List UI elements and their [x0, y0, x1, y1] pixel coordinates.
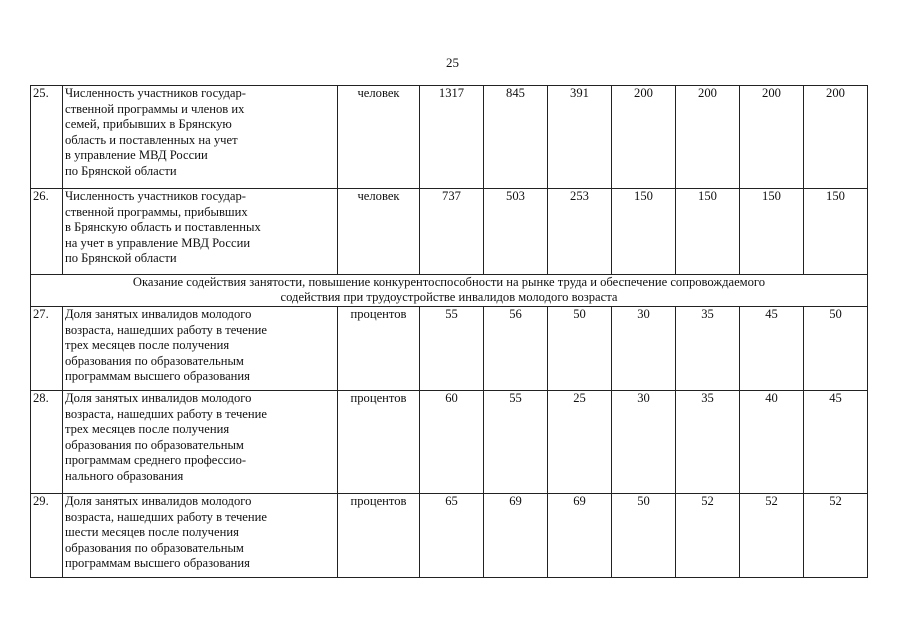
- indicator-name-line: в управление МВД России: [65, 148, 208, 162]
- value-cell: 25: [548, 391, 612, 494]
- section-title-line: Оказание содействия занятости, повышение конкурентоспособности на рынке труда и обеспечение сопровождаемого: [132, 275, 766, 289]
- value-cell: 52: [740, 494, 804, 578]
- table-body: [31, 86, 868, 578]
- indicator-name-line: по Брянской области: [65, 163, 177, 178]
- indicator-name: [63, 494, 338, 578]
- section-title-line: содействия при трудоустройстве инвалидов молодого возраста: [280, 290, 618, 304]
- value-cell: 150: [612, 189, 676, 275]
- row-number: 28.: [31, 391, 63, 494]
- page-number: 25: [446, 55, 459, 70]
- value-cell: 200: [804, 86, 868, 189]
- value-cell: 35: [676, 307, 740, 391]
- indicator-name-line: в Брянскую область и поставленных: [65, 220, 261, 234]
- value-cell: 55: [484, 391, 548, 494]
- indicator-name-line: трех месяцев после получения: [65, 422, 230, 436]
- row-number: 29.: [31, 494, 63, 578]
- indicator-name-line: область и поставленных на учет: [65, 132, 238, 147]
- row-number: 27.: [31, 307, 63, 391]
- indicator-name-line: образования по образовательным: [65, 540, 244, 555]
- row-number: 25.: [31, 86, 63, 189]
- value-cell: 52: [676, 494, 740, 578]
- indicator-name: [63, 307, 338, 391]
- value-cell: 69: [484, 494, 548, 578]
- value-cell: 200: [676, 86, 740, 189]
- indicator-name-line: образования по образовательным: [65, 437, 244, 452]
- value-cell: 40: [740, 391, 804, 494]
- value-cell: 1317: [420, 86, 484, 189]
- value-cell: 150: [804, 189, 868, 275]
- indicator-name-line: Численность участников государ-: [65, 86, 247, 100]
- indicator-name-line: Доля занятых инвалидов молодого: [65, 391, 252, 405]
- indicator-name-line: на учет в управление МВД России: [65, 235, 251, 250]
- indicator-name-line: программам среднего профессио-: [65, 453, 247, 467]
- row-number: 26.: [31, 189, 63, 275]
- section-header-row: [31, 275, 868, 307]
- indicator-name: [63, 189, 338, 275]
- unit-of-measure: процентов: [338, 391, 420, 494]
- value-cell: 391: [548, 86, 612, 189]
- value-cell: 45: [804, 391, 868, 494]
- value-cell: 69: [548, 494, 612, 578]
- indicator-name-line: трех месяцев после получения: [65, 338, 230, 352]
- section-title: [31, 275, 868, 307]
- indicator-name-line: Численность участников государ-: [65, 189, 247, 203]
- value-cell: 845: [484, 86, 548, 189]
- unit-of-measure: человек: [338, 189, 420, 275]
- indicator-name-line: шести месяцев после получения: [65, 525, 239, 539]
- indicator-name-line: Доля занятых инвалидов молодого: [65, 307, 252, 321]
- value-cell: 50: [548, 307, 612, 391]
- indicator-name-line: возраста, нашедших работу в течение: [65, 509, 267, 524]
- value-cell: 253: [548, 189, 612, 275]
- unit-of-measure: процентов: [338, 494, 420, 578]
- value-cell: 60: [420, 391, 484, 494]
- indicators-table: [30, 85, 868, 578]
- indicator-name-line: ственной программы и членов их: [65, 101, 245, 116]
- indicator-name-line: образования по образовательным: [65, 353, 244, 368]
- indicator-name-line: возраста, нашедших работу в течение: [65, 406, 267, 421]
- value-cell: 56: [484, 307, 548, 391]
- indicator-name-line: возраста, нашедших работу в течение: [65, 322, 267, 337]
- value-cell: 503: [484, 189, 548, 275]
- table-row: [31, 494, 868, 578]
- value-cell: 55: [420, 307, 484, 391]
- value-cell: 35: [676, 391, 740, 494]
- value-cell: 50: [612, 494, 676, 578]
- value-cell: 30: [612, 391, 676, 494]
- indicator-name-line: нального образования: [65, 468, 184, 483]
- indicator-name-line: Доля занятых инвалидов молодого: [65, 494, 252, 508]
- table-row: [31, 307, 868, 391]
- indicator-name-line: программам высшего образования: [65, 556, 250, 570]
- value-cell: 52: [804, 494, 868, 578]
- value-cell: 30: [612, 307, 676, 391]
- indicator-name-line: ственной программы, прибывших: [65, 204, 248, 219]
- value-cell: 45: [740, 307, 804, 391]
- table-row: [31, 86, 868, 189]
- indicator-name-line: семей, прибывших в Брянскую: [65, 117, 232, 131]
- indicator-name-line: по Брянской области: [65, 251, 177, 265]
- value-cell: 200: [740, 86, 804, 189]
- indicator-name: [63, 391, 338, 494]
- value-cell: 150: [740, 189, 804, 275]
- table-row: [31, 391, 868, 494]
- table-row: [31, 189, 868, 275]
- value-cell: 150: [676, 189, 740, 275]
- unit-of-measure: процентов: [338, 307, 420, 391]
- unit-of-measure: человек: [338, 86, 420, 189]
- value-cell: 200: [612, 86, 676, 189]
- indicator-name: [63, 86, 338, 189]
- value-cell: 65: [420, 494, 484, 578]
- value-cell: 50: [804, 307, 868, 391]
- value-cell: 737: [420, 189, 484, 275]
- indicator-name-line: программам высшего образования: [65, 369, 250, 383]
